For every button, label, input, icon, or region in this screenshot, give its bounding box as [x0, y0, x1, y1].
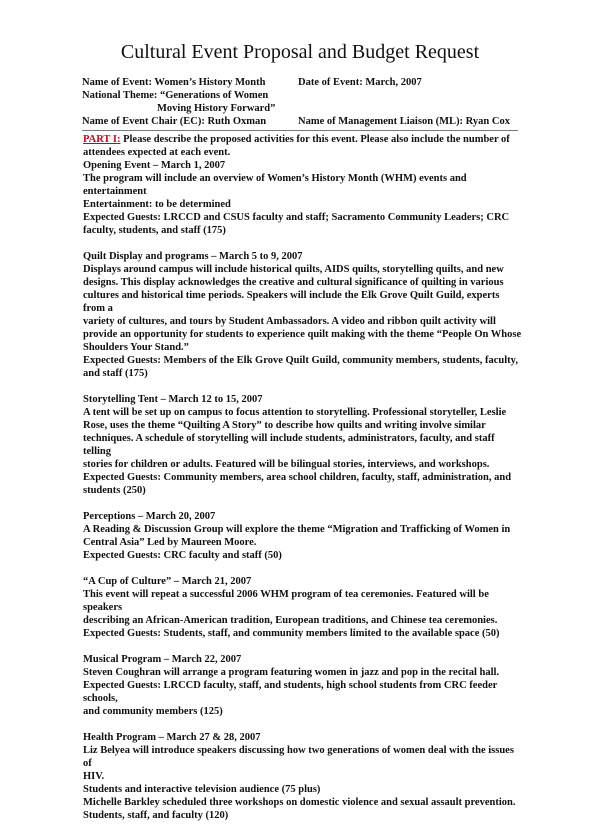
- event-line: A tent will be set up on campus to focus attention to storytelling. Professional storyteller, Leslie: [83, 407, 507, 418]
- national-theme-line-2: Moving History Forward”: [157, 103, 276, 114]
- event-line: Steven Coughran will arrange a program featuring women in jazz and pop in the recital hall.: [83, 667, 500, 678]
- event-line: Shoulders Your Stand.”: [83, 342, 189, 353]
- event-line: cultures and historical time periods. Speakers will include the Elk Grove Quilt Guild, experts from a: [83, 290, 500, 314]
- event-line: Students, staff, and faculty (120): [83, 810, 229, 821]
- part-one-intro: [83, 133, 523, 159]
- event-line: provide an opportunity for students to experience quilt making with the theme “People On Whose: [83, 329, 522, 340]
- event-line: variety of cultures, and tours by Student Ambassadors. A video and ribbon quilt activity will: [83, 316, 496, 327]
- event-line: Students and interactive television audience (75 plus): [83, 784, 321, 795]
- event-line: Expected Guests: LRCCD and CSUS faculty and staff; Sacramento Community Leaders; CRC: [83, 212, 510, 223]
- event-line: Expected Guests: LRCCD faculty, staff, and students, high school students from CRC feeder schools,: [83, 680, 498, 704]
- event-line: Entertainment: to be determined: [83, 199, 231, 210]
- part-one-line-2: attendees expected at each event.: [83, 147, 231, 158]
- event-heading: Opening Event – March 1, 2007: [83, 160, 226, 171]
- event-section-storytelling: [83, 393, 523, 497]
- event-line: Expected Guests: CRC faculty and staff (50): [83, 550, 282, 561]
- event-line: and community members (125): [83, 706, 223, 717]
- event-line: describing an African-American tradition, European traditions, and Chinese tea ceremonies.: [83, 615, 498, 626]
- event-line: A Reading & Discussion Group will explore the theme “Migration and Trafficking of Women in: [83, 524, 511, 535]
- event-line: Displays around campus will include historical quilts, AIDS quilts, storytelling quilts, and new: [83, 264, 504, 275]
- part-one-label: PART I:: [83, 134, 121, 145]
- event-line: faculty, students, and staff (175): [83, 225, 226, 236]
- event-section-health: [83, 731, 523, 822]
- event-line: The program will include an overview of Women’s History Month (WHM) events and entertainment: [83, 173, 467, 197]
- part-one-line-1: [83, 133, 523, 146]
- event-line: HIV.: [83, 771, 105, 782]
- event-line: Expected Guests: Students, staff, and community members limited to the available space (50): [83, 628, 500, 639]
- management-liaison: Name of Management Liaison (ML): Ryan Cox: [298, 116, 510, 127]
- event-section-perceptions: [83, 510, 523, 562]
- event-line: Expected Guests: Community members, area school children, faculty, staff, administration, and: [83, 472, 512, 483]
- event-line: stories for children or adults. Featured will be bilingual stories, interviews, and workshops.: [83, 459, 490, 470]
- event-section-opening: [83, 159, 523, 237]
- event-line: Rose, uses the theme “Quilting A Story” to describe how quilts and writing involve similar: [83, 420, 486, 431]
- part-one-intro-text: Please describe the proposed activities for this event. Please also include the number of: [120, 134, 510, 145]
- event-heading: Perceptions – March 20, 2007: [83, 511, 216, 522]
- event-section-musical: [83, 653, 523, 718]
- event-heading: Musical Program – March 22, 2007: [83, 654, 242, 665]
- event-line: and staff (175): [83, 368, 148, 379]
- event-line: This event will repeat a successful 2006 WHM program of tea ceremonies. Featured will be speakers: [83, 589, 489, 613]
- event-line: Central Asia” Led by Maureen Moore.: [83, 537, 257, 548]
- header-divider: [82, 130, 518, 131]
- event-line: techniques. A schedule of storytelling will include students, administrators, faculty, and staff telling: [83, 433, 495, 457]
- national-theme-line-1: National Theme: “Generations of Women: [82, 90, 269, 101]
- event-heading: Quilt Display and programs – March 5 to 9, 2007: [83, 251, 303, 262]
- event-heading: “A Cup of Culture” – March 21, 2007: [83, 576, 252, 587]
- event-line: Michelle Barkley scheduled three workshops on domestic violence and sexual assault prevention.: [83, 797, 516, 808]
- event-heading: Storytelling Tent – March 12 to 15, 2007: [83, 394, 263, 405]
- event-name: Name of Event: Women’s History Month: [82, 77, 266, 88]
- event-chair: Name of Event Chair (EC): Ruth Oxman: [82, 116, 267, 127]
- event-date: Date of Event: March, 2007: [298, 77, 422, 88]
- event-line: designs. This display acknowledges the creative and cultural significance of quilting in various: [83, 277, 504, 288]
- event-line: Liz Belyea will introduce speakers discussing how two generations of women deal with the issues of: [83, 745, 514, 769]
- event-section-quilt: [83, 250, 523, 380]
- document-title: Cultural Event Proposal and Budget Request: [120, 41, 480, 63]
- event-heading: Health Program – March 27 & 28, 2007: [83, 732, 261, 743]
- event-line: students (250): [83, 485, 146, 496]
- event-section-culture: [83, 575, 523, 640]
- event-line: Expected Guests: Members of the Elk Grove Quilt Guild, community members, students, faculty,: [83, 355, 518, 366]
